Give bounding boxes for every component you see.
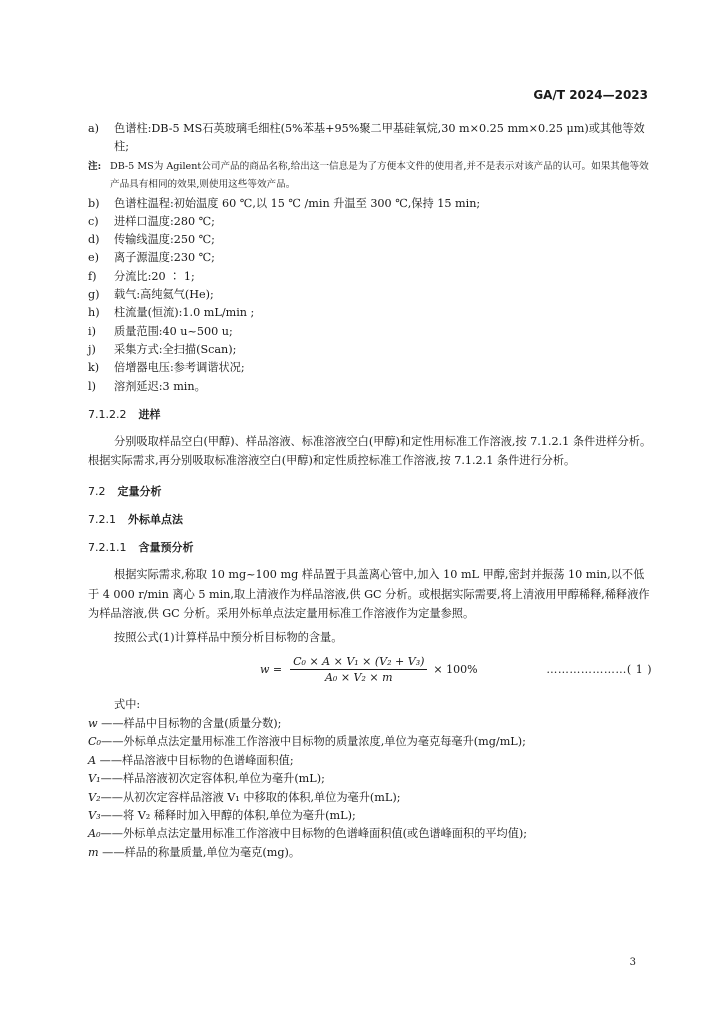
section-heading-7-1-2-2 <box>88 406 652 424</box>
section-heading-7-2 <box>88 483 652 501</box>
item-text: 质量范围:40 u~500 u; <box>114 324 233 338</box>
section-number: 7.1.2.2 <box>88 407 127 421</box>
injection-paragraph: 分别吸取样品空白(甲醇)、样品溶液、标准溶液空白(甲醇)和定性用标准工作溶液,按 7.1.2.1 条件进样分析。根据实际需求,再分别吸取标准溶液空白(甲醇)和定性质控标准工作溶液,按 7.1.2.1 条件进行分析。 <box>88 434 652 468</box>
definition-item <box>88 844 652 862</box>
item-label: g) <box>88 288 100 302</box>
condition-item <box>88 359 652 377</box>
section-title: 定量分析 <box>117 485 162 499</box>
item-text: 柱流量(恒流):1.0 mL/min ; <box>114 306 255 320</box>
section-heading-7-2-1 <box>88 511 652 529</box>
item-text: 色谱柱:DB-5 MS石英玻璃毛细柱(5%苯基+95%聚二甲基硅氧烷,30 m×0.25 mm×0.25 μm)或其他等效柱; <box>114 122 645 154</box>
definition-item <box>88 789 652 807</box>
definition-symbol: C₀ <box>88 735 102 749</box>
definition-text: ——样品的称量质量,单位为毫克(mg)。 <box>98 845 301 859</box>
formula-lhs: w = <box>260 663 283 677</box>
condition-item <box>88 231 652 249</box>
item-label: l) <box>88 379 96 393</box>
definition-text: ——从初次定容样品溶液 V₁ 中移取的体积,单位为毫升(mL); <box>100 790 401 804</box>
section-title: 外标单点法 <box>128 513 183 527</box>
condition-item <box>88 323 652 341</box>
item-label: e) <box>88 251 99 265</box>
item-text: 溶剂延迟:3 min。 <box>114 379 206 393</box>
where-label: 式中: <box>114 698 141 712</box>
definition-text: ——样品中目标物的含量(质量分数); <box>97 717 282 731</box>
item-text: 色谱柱温程:初始温度 60 ℃,以 15 ℃ /min 升温至 300 ℃,保持 15 min; <box>114 196 481 210</box>
definition-text: ——样品溶液初次定容体积,单位为毫升(mL); <box>100 772 325 786</box>
condition-item <box>88 120 652 157</box>
definition-item <box>88 770 652 788</box>
item-text: 离子源温度:230 ℃; <box>114 251 215 265</box>
definition-symbol: V₁ <box>88 772 101 786</box>
definition-item <box>88 715 652 733</box>
equation-number: …………………( 1 ) <box>546 663 652 677</box>
formula-denominator: A₀ × V₂ × m <box>324 671 393 685</box>
page-number: 3 <box>629 957 636 968</box>
formula-fraction <box>290 655 427 684</box>
condition-item <box>88 249 652 267</box>
condition-item <box>88 304 652 322</box>
definition-item <box>88 825 652 843</box>
section-title: 含量预分析 <box>138 541 194 555</box>
definition-text: ——外标单点法定量用标准工作溶液中目标物的色谱峰面积值(或色谱峰面积的平均值); <box>100 827 528 841</box>
condition-item <box>88 268 652 286</box>
definition-item <box>88 752 652 770</box>
item-label: f) <box>88 269 97 283</box>
definition-item <box>88 733 652 751</box>
formula-block <box>88 651 652 691</box>
pre-analysis-paragraph: 根据实际需求,称取 10 mg~100 mg 样品置于具盖离心管中,加入 10 mL 甲醇,密封并振荡 10 min,以不低于 4 000 r/min 离心 5 min,取上清液作为样品溶液,供 GC 分析。或根据实际需要,将上清液用甲醇稀释,稀释液作为样品溶液,供 GC 分析。采用外标单点法定量用标准工作溶液作为定量参照。 <box>88 568 650 621</box>
definition-text: ——样品溶液中目标物的色谱峰面积值; <box>96 753 294 767</box>
item-label: h) <box>88 306 100 320</box>
formula-numerator: C₀ × A × V₁ × (V₂ + V₃) <box>290 655 427 670</box>
section-number: 7.2.1 <box>88 513 116 527</box>
standard-number: GA/T 2024—2023 <box>533 88 648 102</box>
definition-text: ——外标单点法定量用标准工作溶液中目标物的质量浓度,单位为毫克每毫升(mg/mL); <box>101 735 526 749</box>
item-text: 载气:高纯氦气(He); <box>114 288 214 302</box>
definition-item <box>88 807 652 825</box>
item-label: k) <box>88 361 100 375</box>
note-label: 注: <box>88 160 102 172</box>
definition-symbol: V₂ <box>88 790 101 804</box>
section-number: 7.2 <box>88 485 106 499</box>
definition-symbol: w <box>88 717 98 731</box>
condition-item <box>88 378 652 396</box>
item-text: 进样口温度:280 ℃; <box>114 214 215 228</box>
item-label: a) <box>88 122 100 135</box>
condition-item <box>88 286 652 304</box>
formula <box>260 655 478 684</box>
definition-text: ——将 V₂ 稀释时加入甲醇的体积,单位为毫升(mL); <box>100 809 356 823</box>
condition-item <box>88 195 652 213</box>
section-heading-7-2-1-1 <box>88 539 652 557</box>
condition-item <box>88 213 652 231</box>
note <box>88 158 652 194</box>
item-text: 倍增器电压:参考调谐状况; <box>114 361 245 375</box>
page-content <box>88 120 652 862</box>
item-label: c) <box>88 214 99 228</box>
section-number: 7.2.1.1 <box>88 541 127 555</box>
item-text: 分流比:20 ∶ 1; <box>114 269 195 283</box>
item-text: 采集方式:全扫描(Scan); <box>114 342 237 356</box>
condition-item <box>88 341 652 359</box>
item-label: i) <box>88 324 96 338</box>
definition-symbol: A <box>88 753 97 767</box>
item-label: b) <box>88 196 100 210</box>
note-text: DB-5 MS为 Agilent公司产品的商品名称,给出这一信息是为了方便本文件的使用者,并不是表示对该产品的认可。如果其他等效产品具有相同的效果,则使用这些等效产品。 <box>110 160 649 190</box>
formula-tail: × 100% <box>433 663 478 677</box>
section-title: 进样 <box>138 407 161 421</box>
item-label: j) <box>88 342 96 356</box>
item-text: 传输线温度:250 ℃; <box>114 233 215 247</box>
definition-symbol: A₀ <box>88 827 101 841</box>
definition-symbol: m <box>88 845 99 859</box>
formula-intro: 按照公式(1)计算样品中预分析目标物的含量。 <box>114 630 343 644</box>
item-label: d) <box>88 233 100 247</box>
definition-symbol: V₃ <box>88 809 101 823</box>
definitions-list <box>88 715 652 862</box>
